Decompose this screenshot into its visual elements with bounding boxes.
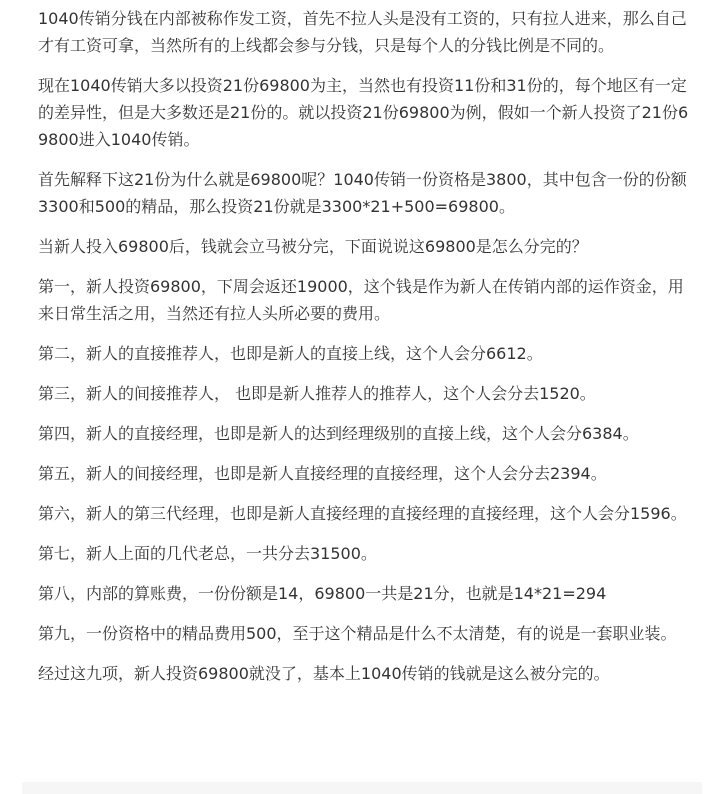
paragraph-investment: 现在1040传销大多以投资21份69800为主，当然也有投资11份和31份的，每个地区有一定的差异性，但是大多数还是21份的。就以投资21份69800为例，假如一个新人投资了21份69800进入1040传销。 (38, 76, 689, 149)
paragraph-item-4: 第四，新人的直接经理，也即是新人的达到经理级别的直接上线，这个人会分6384。 (38, 424, 639, 443)
paragraph-intro: 1040传销分钱在内部被称作发工资，首先不拉人头是没有工资的，只有拉人进来，那么自己才有工资可拿，当然所有的上线都会参与分钱，只是每个人的分钱比例是不同的。 (38, 9, 687, 55)
paragraph-item-5: 第五，新人的间接经理，也即是新人直接经理的直接经理，这个人会分去2394。 (38, 464, 607, 483)
paragraph-item-6: 第六，新人的第三代经理，也即是新人直接经理的直接经理的直接经理，这个人会分1596。 (38, 504, 687, 523)
article-body (38, 5, 692, 700)
footer-divider (22, 782, 702, 794)
paragraph-item-7: 第七，新人上面的几代老总，一共分去31500。 (38, 544, 377, 563)
paragraph-item-9: 第九，一份资格中的精品费用500，至于这个精品是什么不太清楚，有的说是一套职业装。 (38, 624, 677, 643)
paragraph-conclusion: 经过这九项，新人投资69800就没了，基本上1040传销的钱就是这么被分完的。 (38, 664, 610, 683)
paragraph-explanation: 首先解释下这21份为什么就是69800呢？1040传销一份资格是3800，其中包含一份的份额3300和500的精品，那么投资21份就是3300*21+500=69800。 (38, 170, 687, 216)
paragraph-item-1: 第一，新人投资69800，下周会返还19000，这个钱是作为新人在传销内部的运作资金，用来日常生活之用，当然还有拉人头所必要的费用。 (38, 277, 684, 323)
paragraph-item-8: 第八，内部的算账费，一份份额是14，69800一共是21分，也就是14*21=294 (38, 584, 607, 603)
paragraph-item-3: 第三，新人的间接推荐人， 也即是新人推荐人的推荐人，这个人会分去1520。 (38, 384, 596, 403)
paragraph-question: 当新人投入69800后，钱就会立马被分完，下面说说这69800是怎么分完的？ (38, 237, 588, 256)
paragraph-item-2: 第二，新人的直接推荐人，也即是新人的直接上线，这个人会分6612。 (38, 344, 543, 363)
